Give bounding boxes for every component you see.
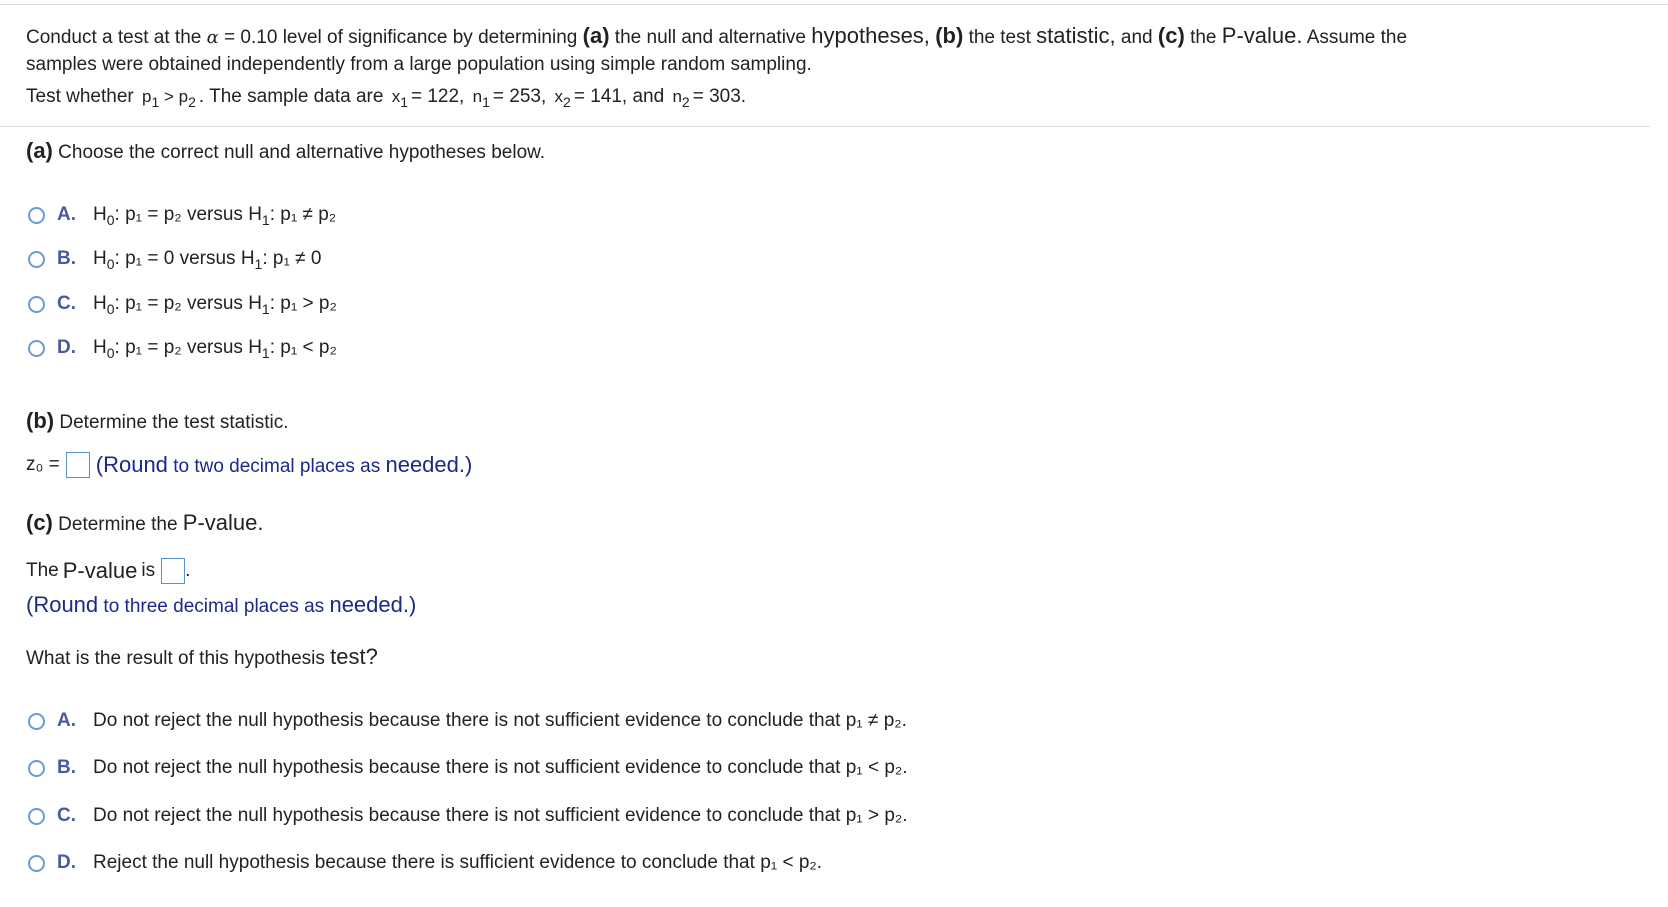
part-c-marker: (c) (26, 510, 53, 535)
option-text: Reject the null hypothesis because there is sufficient evidence to conclude that (93, 852, 755, 873)
hypothesis-option-b[interactable]: B. $H_0$: p₁ = 0 versus $H_1$: p₁ ≠ 0 (28, 244, 321, 274)
intro-text: Assume the (1302, 27, 1408, 48)
intro-text: the null and alternative (609, 27, 812, 48)
part-c-heading (26, 510, 264, 536)
z0-input[interactable] (66, 452, 90, 478)
option-relation: p₁ < p₂. (760, 852, 823, 873)
h1-expression: p₁ > p₂ (280, 293, 337, 314)
radio-button[interactable] (28, 251, 45, 268)
radio-button[interactable] (28, 855, 45, 872)
radio-button[interactable] (28, 808, 45, 825)
h1-expression: p₁ ≠ 0 (272, 248, 322, 269)
test-whether-text: Test whether (26, 86, 134, 107)
sample-data-lead: . The sample data are (198, 86, 384, 107)
radio-button[interactable] (28, 713, 45, 730)
z0-label: z₀ = (26, 454, 60, 475)
result-option-b[interactable] (28, 753, 908, 783)
option-letter: D. (57, 852, 76, 873)
h1-expression: p₁ < p₂ (280, 337, 337, 358)
part-a-marker: (a) (582, 23, 610, 48)
option-letter: C. (57, 293, 76, 314)
option-letter: D. (57, 337, 76, 358)
part-a-marker: (a) (26, 138, 53, 163)
versus-text: versus (186, 204, 243, 225)
part-a-heading (26, 138, 545, 164)
radio-button[interactable] (28, 340, 45, 357)
option-letter: C. (57, 805, 76, 826)
part-b-marker: (b) (935, 23, 964, 48)
section-divider (0, 126, 1650, 127)
part-b-prompt: Determine the test statistic. (59, 412, 289, 433)
result-prompt (26, 644, 378, 670)
option-text: Do not reject the null hypothesis because there is not sufficient evidence to conclude that (93, 710, 841, 731)
option-relation: p₁ ≠ p₂. (845, 710, 907, 731)
result-option-c[interactable] (28, 801, 908, 831)
z-statistic-row (26, 452, 472, 478)
option-text: Do not reject the null hypothesis because there is not sufficient evidence to conclude that (93, 805, 841, 826)
intro-text: samples were obtained independently from a large population using simple random sampling. (26, 54, 812, 75)
option-relation: p₁ < p₂. (845, 757, 908, 778)
radio-button[interactable] (28, 760, 45, 777)
h0-expression: p₁ = p₂ (125, 293, 182, 314)
option-letter: A. (57, 204, 76, 225)
pvalue-text: P-value (62, 558, 138, 583)
option-letter: A. (57, 710, 76, 731)
intro-text: and (1115, 27, 1158, 48)
alpha-symbol: α (206, 27, 219, 48)
x2-value: = 141, (573, 86, 628, 107)
versus-text: versus (186, 293, 243, 314)
intro-text: hypotheses, (811, 23, 930, 48)
n1-value: = 253, (492, 86, 547, 107)
intro-text: the (1184, 27, 1222, 48)
n2-value: = 303. (692, 86, 747, 107)
hypothesis-option-a[interactable]: A. $H_0$: p₁ = p₂ versus $H_1$: p₁ ≠ p₂ (28, 200, 336, 230)
radio-button[interactable] (28, 296, 45, 313)
result-option-d[interactable] (28, 848, 822, 878)
part-a-prompt: Choose the correct null and alternative hypotheses below. (58, 142, 546, 163)
sample-data-line: Test whether $p_1 > p_2$ . The sample data are $x_1 = 122$, $n_1 = 253$, $x_2 = 141$, and $n_2 = 303$. (26, 86, 747, 110)
round-hint: (Round to three decimal places as needed.) (26, 592, 417, 617)
part-b-marker: (b) (26, 408, 55, 433)
part-b-heading (26, 408, 289, 434)
h1-expression: p₁ ≠ p₂ (280, 204, 337, 225)
result-option-a[interactable] (28, 706, 907, 736)
question-intro (26, 22, 1626, 78)
h0-expression: p₁ = p₂ (125, 204, 182, 225)
intro-text: the test (963, 27, 1037, 48)
intro-text: statistic, (1036, 23, 1116, 48)
option-letter: B. (57, 757, 76, 778)
h0-expression: p₁ = 0 (125, 248, 175, 269)
round-hint: (Round to two decimal places as needed.) (95, 452, 473, 477)
part-c-prompt: Determine the (58, 514, 183, 535)
versus-text: versus (186, 337, 243, 358)
and-text: and (632, 86, 665, 107)
versus-text: versus (179, 248, 236, 269)
option-letter: B. (57, 248, 76, 269)
pvalue-text: The (26, 560, 59, 581)
radio-button[interactable] (28, 207, 45, 224)
period: . (185, 560, 191, 581)
x1-value: = 122, (410, 86, 465, 107)
pvalue-input[interactable] (161, 558, 185, 584)
part-c-marker: (c) (1157, 23, 1185, 48)
option-text: Do not reject the null hypothesis because there is not sufficient evidence to conclude that (93, 757, 841, 778)
top-divider (0, 4, 1668, 5)
result-prompt-text: What is the result of this hypothesis (26, 648, 331, 669)
h0-expression: p₁ = p₂ (125, 337, 182, 358)
intro-text: = 0.10 level of significance by determining (218, 27, 583, 48)
intro-text: Conduct a test at the (26, 27, 207, 48)
hypothesis-option-c[interactable]: C. $H_0$: p₁ = p₂ versus $H_1$: p₁ > p₂ (28, 289, 337, 319)
option-relation: p₁ > p₂. (845, 805, 908, 826)
result-prompt-text: test? (330, 644, 378, 669)
pvalue-row (26, 558, 190, 584)
hypothesis-option-d[interactable]: D. $H_0$: p₁ = p₂ versus $H_1$: p₁ < p₂ (28, 333, 337, 363)
part-c-prompt-pvalue: P-value. (182, 510, 264, 535)
pvalue-text: is (141, 560, 156, 581)
intro-text: P-value. (1221, 23, 1303, 48)
